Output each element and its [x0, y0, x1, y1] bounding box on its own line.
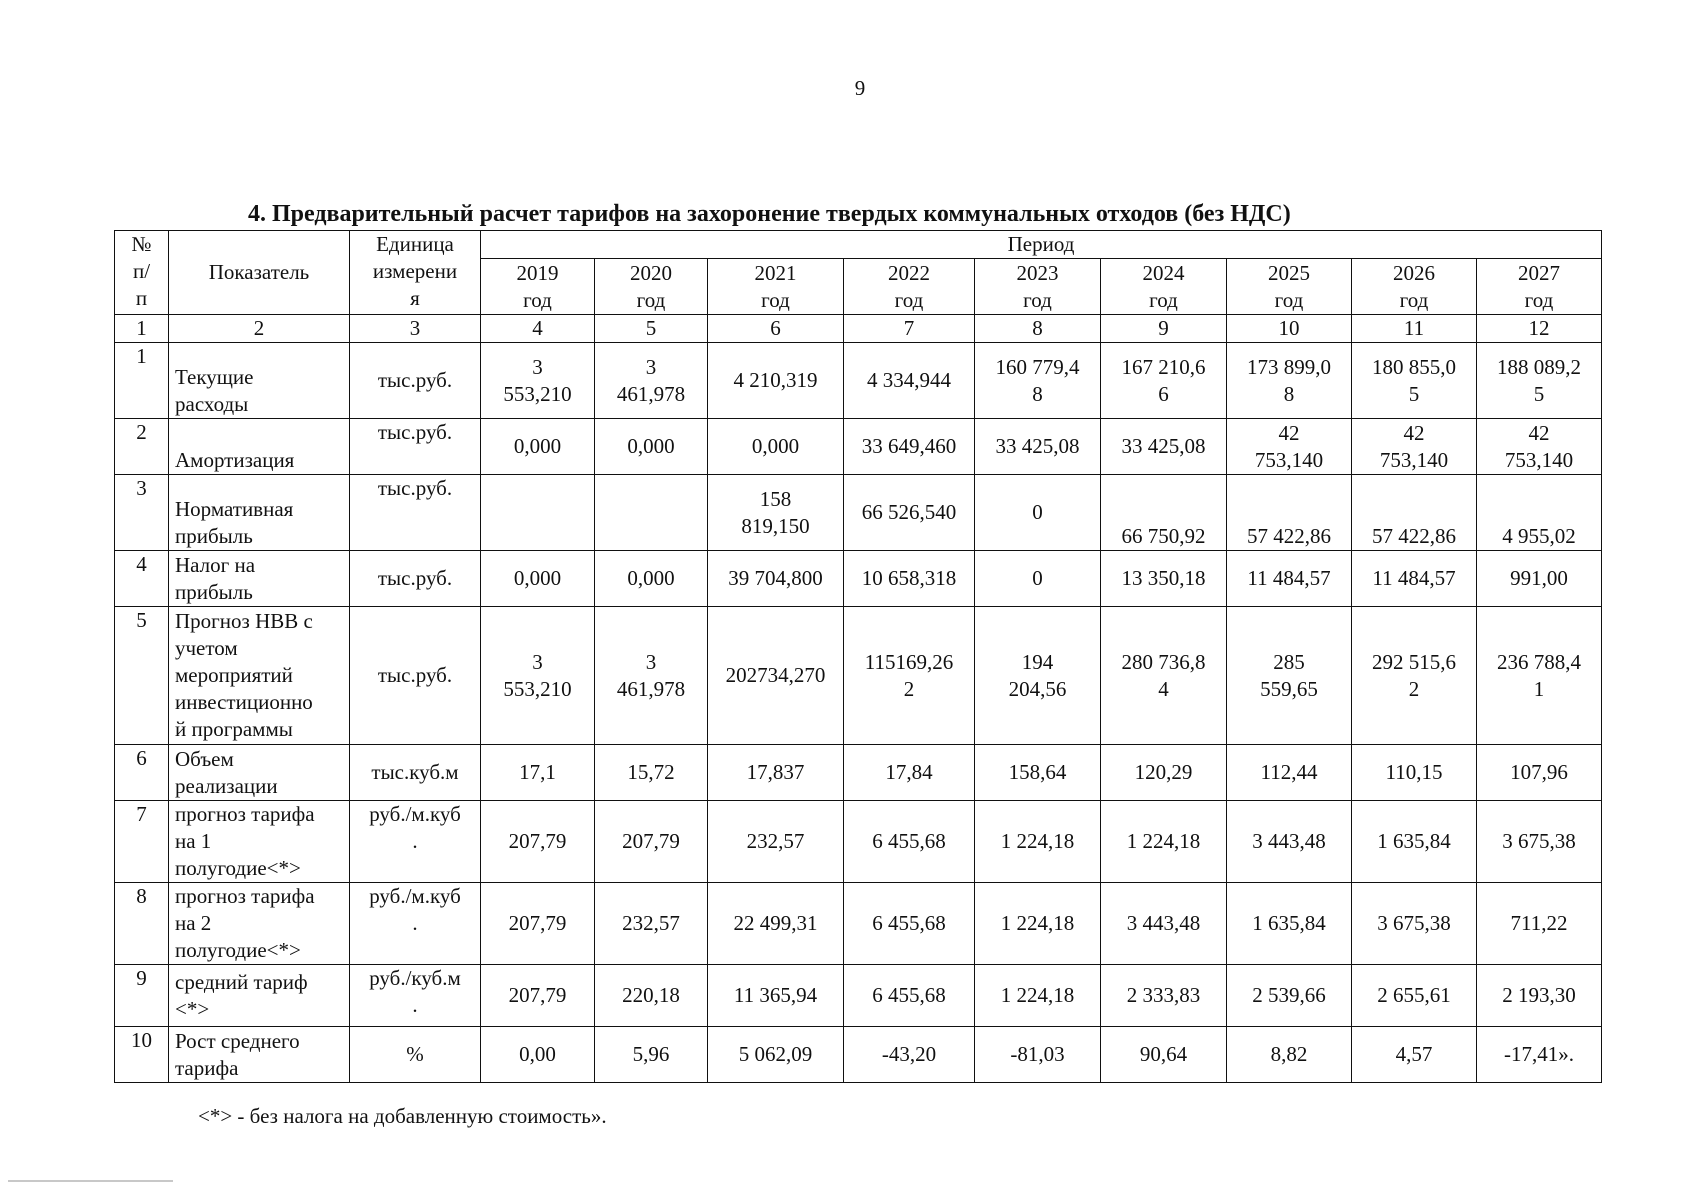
value: 39 704,800 [728, 566, 823, 590]
row-unit: руб./куб.м . [369, 966, 461, 1017]
value: -17,41». [1504, 1042, 1574, 1066]
value-cell [844, 965, 975, 1027]
year-cell [975, 259, 1101, 315]
row-unit: руб./м.куб . [369, 884, 461, 935]
value: 6 455,68 [872, 983, 946, 1007]
year-cell [1477, 259, 1602, 315]
year-label: 2024 год [1142, 260, 1185, 312]
year-cell [595, 259, 708, 315]
row-indicator: Налог на прибыль [175, 552, 256, 604]
value-cell [975, 551, 1101, 607]
value-cell [595, 965, 708, 1027]
value-cell [1101, 551, 1227, 607]
column-number: 4 [481, 315, 595, 343]
value: 5,96 [632, 1042, 670, 1066]
value-cell [481, 883, 595, 965]
value: 42 753,140 [1504, 420, 1574, 472]
value-cell [975, 607, 1101, 745]
year-label: 2026 год [1393, 260, 1435, 312]
value: 57 422,86 [1247, 524, 1331, 548]
year-label: 2023 год [1016, 260, 1059, 312]
value-cell [708, 419, 844, 475]
value: 13 350,18 [1121, 566, 1206, 590]
row-unit: тыс.руб. [377, 566, 453, 590]
year-cell [708, 259, 844, 315]
row-indicator: средний тариф <*> [175, 969, 308, 1021]
value-cell [708, 745, 844, 801]
value: 194 204,56 [1008, 649, 1067, 701]
header-row [115, 231, 1602, 259]
value-cell [1227, 475, 1352, 551]
value: 292 515,6 2 [1372, 649, 1456, 701]
value: 1 635,84 [1252, 911, 1326, 935]
value: 220,18 [622, 983, 680, 1007]
value-cell [595, 343, 708, 419]
value-cell [1477, 883, 1602, 965]
header-num: № п/ п [131, 232, 152, 310]
value: 236 788,4 1 [1497, 649, 1581, 701]
value: 285 559,65 [1260, 649, 1318, 701]
value-cell [1352, 419, 1477, 475]
value: 207,79 [508, 983, 567, 1007]
row-indicator: Амортизация [175, 448, 295, 472]
value-cell [595, 801, 708, 883]
column-number: 6 [708, 315, 844, 343]
row-indicator: прогноз тарифа на 1 полугодие<*> [175, 802, 315, 880]
year-label: 2025 год [1268, 260, 1310, 312]
year-cell [1227, 259, 1352, 315]
value-cell [1227, 883, 1352, 965]
value: 120,29 [1134, 760, 1193, 784]
value: 112,44 [1260, 760, 1318, 784]
value-cell [1477, 419, 1602, 475]
value-cell [1352, 475, 1477, 551]
value: 3 553,210 [503, 649, 572, 701]
column-number-row [115, 315, 1602, 343]
row-unit-cell [350, 965, 481, 1027]
row-indicator: прогноз тарифа на 2 полугодие<*> [175, 884, 315, 962]
value-cell [975, 745, 1101, 801]
row-number: 10 [115, 1027, 169, 1083]
value-cell [708, 607, 844, 745]
column-number: 2 [169, 315, 350, 343]
value-cell [1101, 801, 1227, 883]
row-unit-cell [350, 419, 481, 475]
value: 3 443,48 [1126, 911, 1201, 935]
value: 0,000 [513, 566, 562, 590]
row-unit-cell [350, 475, 481, 551]
value-cell [1477, 475, 1602, 551]
value-cell [595, 607, 708, 745]
value-cell [1101, 343, 1227, 419]
header-unit: Единица измерени я [372, 232, 458, 310]
row-number: 8 [115, 883, 169, 965]
value: -81,03 [1010, 1042, 1065, 1066]
row-indicator-cell [169, 607, 350, 745]
column-number: 10 [1227, 315, 1352, 343]
value: 42 753,140 [1254, 420, 1324, 472]
value-cell [595, 551, 708, 607]
table-row [115, 1027, 1602, 1083]
value-cell [481, 1027, 595, 1083]
table-header [115, 231, 1602, 343]
value: 3 443,48 [1252, 829, 1326, 853]
value-cell [844, 551, 975, 607]
value: 280 736,8 4 [1121, 649, 1206, 701]
value-cell [844, 475, 975, 551]
value: 2 333,83 [1126, 983, 1201, 1007]
value: 3 675,38 [1502, 829, 1576, 853]
value-cell [1101, 607, 1227, 745]
value: 90,64 [1139, 1042, 1188, 1066]
value-cell [481, 745, 595, 801]
value: 66 526,540 [861, 500, 957, 524]
value: 0,00 [519, 1042, 556, 1066]
column-number: 9 [1101, 315, 1227, 343]
value-cell [1227, 745, 1352, 801]
value: 1 224,18 [1000, 829, 1075, 853]
year-cell [844, 259, 975, 315]
value-cell [1352, 551, 1477, 607]
value: 57 422,86 [1372, 524, 1456, 548]
value-cell [1227, 343, 1352, 419]
value: 4 334,944 [867, 368, 951, 392]
row-indicator-cell [169, 475, 350, 551]
value-cell [1352, 607, 1477, 745]
value: 0,000 [513, 434, 562, 458]
row-unit-cell [350, 883, 481, 965]
value-cell [595, 475, 708, 551]
scan-artifact-line [8, 1180, 173, 1182]
value-cell [1101, 745, 1227, 801]
value: 6 455,68 [872, 911, 946, 935]
value: 8,82 [1270, 1042, 1308, 1066]
value-cell [975, 475, 1101, 551]
value-cell [708, 475, 844, 551]
value: 167 210,6 6 [1121, 354, 1206, 406]
value: 173 899,0 8 [1247, 354, 1331, 406]
value-cell [481, 551, 595, 607]
value: 11 365,94 [733, 983, 818, 1007]
row-unit-cell [350, 745, 481, 801]
value-cell [1477, 343, 1602, 419]
value: 158,64 [1008, 760, 1067, 784]
value-cell [1477, 1027, 1602, 1083]
value: 17,84 [885, 760, 933, 784]
value: 0 [1032, 566, 1043, 590]
row-number: 2 [115, 419, 169, 475]
value: 10 658,318 [861, 566, 957, 590]
row-unit-cell [350, 343, 481, 419]
value-cell [1227, 607, 1352, 745]
header-num-cell [115, 231, 169, 315]
column-number: 8 [975, 315, 1101, 343]
value-cell [1101, 475, 1227, 551]
value: 3 553,210 [503, 354, 572, 406]
value-cell [844, 1027, 975, 1083]
value: 110,15 [1385, 760, 1443, 784]
value-cell [708, 965, 844, 1027]
row-indicator-cell [169, 419, 350, 475]
value-cell [481, 419, 595, 475]
year-cell [1101, 259, 1227, 315]
value-cell [1101, 419, 1227, 475]
header-unit-cell [350, 231, 481, 315]
value: 3 461,978 [616, 649, 686, 701]
value: 5 062,09 [738, 1042, 813, 1066]
year-cell [481, 259, 595, 315]
value-cell [1477, 801, 1602, 883]
value: 1 224,18 [1000, 983, 1075, 1007]
value: 66 750,92 [1121, 524, 1206, 548]
value-cell [1477, 551, 1602, 607]
header-indicator: Показатель [208, 260, 310, 284]
table-row [115, 419, 1602, 475]
row-unit: тыс.руб. [377, 663, 453, 687]
value: 6 455,68 [872, 829, 946, 853]
year-label: 2020 год [630, 260, 672, 312]
value-cell [1227, 419, 1352, 475]
value: 4 210,319 [733, 368, 818, 392]
value: 711,22 [1510, 911, 1568, 935]
value-cell [708, 1027, 844, 1083]
value: 1 224,18 [1000, 911, 1075, 935]
row-unit: тыс.руб. [377, 420, 453, 444]
value-cell [1227, 965, 1352, 1027]
table-row [115, 745, 1602, 801]
value: 4,57 [1395, 1042, 1433, 1066]
value: 22 499,31 [733, 911, 818, 935]
value-cell [844, 419, 975, 475]
row-unit-cell [350, 607, 481, 745]
value-cell [844, 883, 975, 965]
table-row [115, 475, 1602, 551]
value: 232,57 [622, 911, 680, 935]
page-number: 9 [854, 76, 866, 100]
value: 1 635,84 [1377, 829, 1451, 853]
row-indicator: Прогноз НВВ с учетом мероприятий инвестиционно й программы [175, 609, 313, 741]
value: 3 461,978 [616, 354, 686, 406]
row-unit: % [406, 1042, 424, 1066]
value: 1 224,18 [1126, 829, 1201, 853]
value: 188 089,2 5 [1497, 354, 1581, 406]
value: 15,72 [627, 760, 675, 784]
value: 17,837 [746, 760, 805, 784]
row-unit-cell [350, 551, 481, 607]
value-cell [975, 965, 1101, 1027]
value-cell [1352, 883, 1477, 965]
value-cell [481, 475, 595, 551]
value: 2 193,30 [1502, 983, 1576, 1007]
value-cell [708, 883, 844, 965]
value-cell [975, 883, 1101, 965]
value-cell [1352, 801, 1477, 883]
value: 0,000 [627, 566, 675, 590]
value: 160 779,4 8 [995, 354, 1080, 406]
row-indicator: Нормативная прибыль [175, 497, 294, 548]
value: 991,00 [1510, 566, 1568, 590]
value-cell [708, 343, 844, 419]
value: 33 649,460 [861, 434, 957, 458]
column-number: 3 [350, 315, 481, 343]
row-indicator: Объем реализации [175, 746, 278, 798]
value: 232,57 [746, 829, 805, 853]
table-row [115, 965, 1602, 1027]
year-cell [1352, 259, 1477, 315]
row-number: 5 [115, 607, 169, 745]
value: 2 655,61 [1377, 983, 1451, 1007]
value: 0,000 [627, 434, 675, 458]
row-indicator-cell [169, 965, 350, 1027]
footnote: <*> - без налога на добавленную стоимость». [198, 1104, 607, 1128]
value-cell [708, 801, 844, 883]
value-cell [844, 607, 975, 745]
year-label: 2022 год [888, 260, 930, 312]
value: 33 425,08 [995, 434, 1080, 458]
value: 11 484,57 [1372, 566, 1456, 590]
value: 180 855,0 5 [1372, 354, 1456, 406]
value: 0,000 [751, 434, 800, 458]
value: 42 753,140 [1379, 420, 1449, 472]
row-indicator-cell [169, 745, 350, 801]
value: 207,79 [622, 829, 680, 853]
header-indicator-cell [169, 231, 350, 315]
value-cell [708, 551, 844, 607]
header-period-cell [481, 231, 1602, 259]
table-title: 4. Предварительный расчет тарифов на захоронение твердых коммунальных отходов (без НДС) [248, 201, 1291, 227]
value-cell [481, 965, 595, 1027]
value-cell [481, 607, 595, 745]
value: 11 484,57 [1247, 566, 1331, 590]
value-cell [844, 745, 975, 801]
value: 2 539,66 [1252, 983, 1326, 1007]
year-label: 2021 год [754, 260, 797, 312]
row-number: 1 [115, 343, 169, 419]
value-cell [844, 801, 975, 883]
column-number: 7 [844, 315, 975, 343]
value: 202734,270 [725, 663, 826, 687]
value: 3 675,38 [1377, 911, 1451, 935]
value-cell [595, 883, 708, 965]
row-number: 4 [115, 551, 169, 607]
row-unit-cell [350, 801, 481, 883]
table-row [115, 551, 1602, 607]
value-cell [595, 419, 708, 475]
value-cell [595, 1027, 708, 1083]
value-cell [1101, 965, 1227, 1027]
value-cell [1477, 965, 1602, 1027]
row-number: 9 [115, 965, 169, 1027]
value-cell [975, 419, 1101, 475]
row-indicator-cell [169, 551, 350, 607]
value-cell [975, 343, 1101, 419]
value-cell [1101, 883, 1227, 965]
value-cell [481, 801, 595, 883]
row-number: 3 [115, 475, 169, 551]
row-indicator-cell [169, 1027, 350, 1083]
row-unit: тыс.руб. [377, 476, 453, 500]
row-unit-cell [350, 1027, 481, 1083]
value: 33 425,08 [1121, 434, 1206, 458]
row-number: 6 [115, 745, 169, 801]
row-number: 7 [115, 801, 169, 883]
value-cell [1227, 1027, 1352, 1083]
table-row [115, 607, 1602, 745]
row-indicator-cell [169, 801, 350, 883]
tariff-table [114, 230, 1602, 1083]
value-cell [1352, 745, 1477, 801]
year-label: 2027 год [1518, 260, 1560, 312]
value: 4 955,02 [1502, 524, 1576, 548]
row-indicator: Рост среднего тарифа [175, 1028, 300, 1080]
value-cell [1101, 1027, 1227, 1083]
value-cell [1352, 343, 1477, 419]
value-cell [975, 801, 1101, 883]
value-cell [1477, 607, 1602, 745]
row-indicator-cell [169, 343, 350, 419]
table-row [115, 343, 1602, 419]
row-unit: руб./м.куб . [369, 802, 461, 853]
column-number: 1 [115, 315, 169, 343]
value-cell [595, 745, 708, 801]
value: 107,96 [1510, 760, 1568, 784]
table-row [115, 801, 1602, 883]
value-cell [481, 343, 595, 419]
column-number: 5 [595, 315, 708, 343]
value-cell [1227, 801, 1352, 883]
value-cell [1227, 551, 1352, 607]
column-number: 11 [1352, 315, 1477, 343]
value: 158 819,150 [741, 486, 810, 538]
row-unit: тыс.куб.м [371, 760, 459, 784]
table-body [115, 343, 1602, 1083]
value: 115169,26 2 [864, 649, 954, 701]
year-label: 2019 год [516, 260, 559, 312]
value: 17,1 [519, 760, 556, 784]
value-cell [975, 1027, 1101, 1083]
value-cell [1477, 745, 1602, 801]
value: 207,79 [508, 829, 567, 853]
value-cell [1352, 1027, 1477, 1083]
row-indicator: Текущие расходы [175, 365, 254, 416]
header-period: Период [1007, 232, 1075, 256]
value-cell [844, 343, 975, 419]
column-number: 12 [1477, 315, 1602, 343]
table-row [115, 883, 1602, 965]
value: 0 [1032, 500, 1043, 524]
value: 207,79 [508, 911, 567, 935]
row-indicator-cell [169, 883, 350, 965]
value-cell [1352, 965, 1477, 1027]
value: -43,20 [881, 1042, 937, 1066]
row-unit: тыс.руб. [377, 368, 453, 392]
